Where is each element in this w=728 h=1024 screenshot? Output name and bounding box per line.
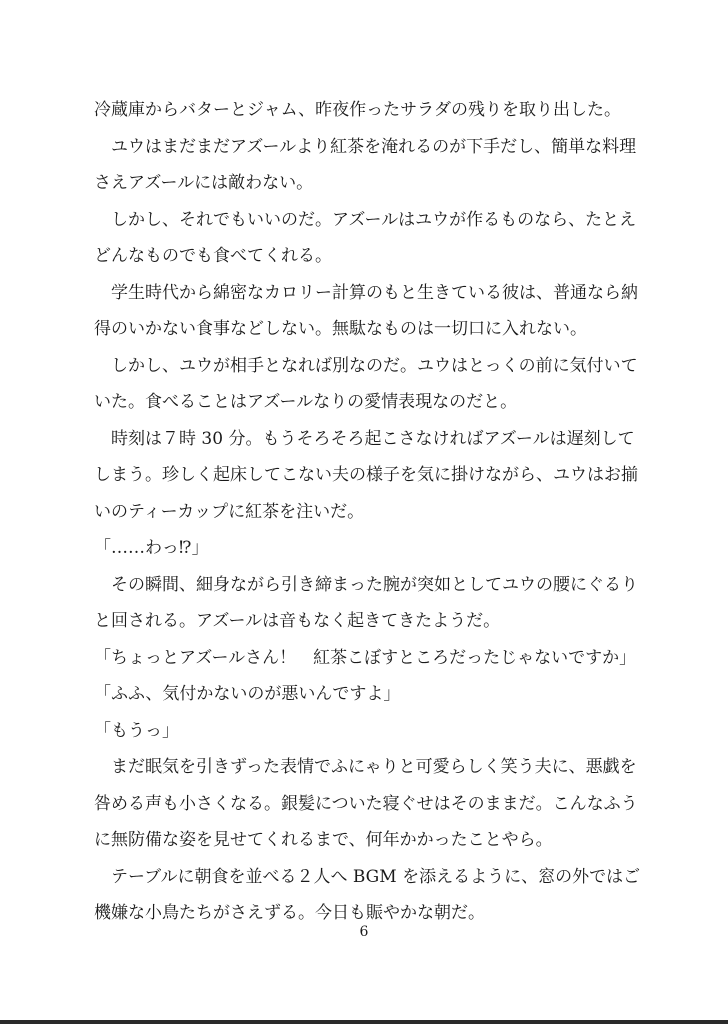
- text-line: 「ちょっとアズールさん！ 紅茶こぼすところだったじゃないですか」: [94, 647, 637, 668]
- bottom-edge-rule: [0, 1020, 728, 1024]
- text-line: と回される。アズールは音もなく起きてきたようだ。: [94, 611, 501, 631]
- text-line: 冷蔵庫からバターとジャム、昨夜作ったサラダの残りを取り出した。: [94, 100, 621, 120]
- text-line: しまう。珍しく起床してこない夫の様子を気に掛けながら、ユウはお揃: [94, 465, 638, 485]
- text-line: 得のいかない食事などしない。無駄なものは一切口に入れない。: [94, 319, 587, 339]
- text-line: に無防備な姿を見せてくれるまで、何年かかったことやら。: [94, 830, 553, 850]
- text-line: さえアズールには敵わない。: [94, 173, 314, 193]
- body-text: [94, 92, 654, 932]
- text-line: 「もうっ」: [94, 720, 179, 741]
- text-line: 学生時代から綿密なカロリー計算のもと生きている彼は、普通なら納: [94, 282, 638, 303]
- page-number: 6: [359, 924, 369, 940]
- text-line: ユウはまだまだアズールより紅茶を淹れるのが下手だし、簡単な料理: [94, 136, 637, 157]
- text-line: 時刻は７時 30 分。もうそろそろ起こさなければアズールは遅刻して: [94, 428, 635, 449]
- text-line: 「ふふ、気付かないのが悪いんですよ」: [94, 684, 401, 704]
- text-line: いた。食べることはアズールなりの愛情表現なのだと。: [94, 392, 518, 412]
- text-line: まだ眠気を引きずった表情でふにゃりと可愛らしく笑う夫に、悪戯を: [94, 757, 637, 777]
- text-line: しかし、それでもいいのだ。アズールはユウが作るものなら、たとえ: [94, 209, 637, 230]
- text-line: いのティーカップに紅茶を注いだ。: [94, 501, 365, 522]
- text-line: 機嫌な小鳥たちがさえずる。今日も賑やかな朝だ。: [94, 903, 485, 923]
- text-line: 咎める声も小さくなる。銀髪についた寝ぐせはそのままだ。こんなふう: [94, 793, 638, 814]
- text-line: 「……わっ⁉」: [94, 538, 209, 558]
- text-line: しかし、ユウが相手となれば別なのだ。ユウはとっくの前に気付いて: [94, 355, 638, 376]
- text-line: テーブルに朝食を並べる２人へ BGM を添えるように、窓の外ではご: [94, 866, 641, 887]
- text-line: どんなものでも食べてくれる。: [94, 246, 332, 266]
- text-line: その瞬間、細身ながら引き締まった腕が突如としてユウの腰にぐるり: [94, 574, 638, 595]
